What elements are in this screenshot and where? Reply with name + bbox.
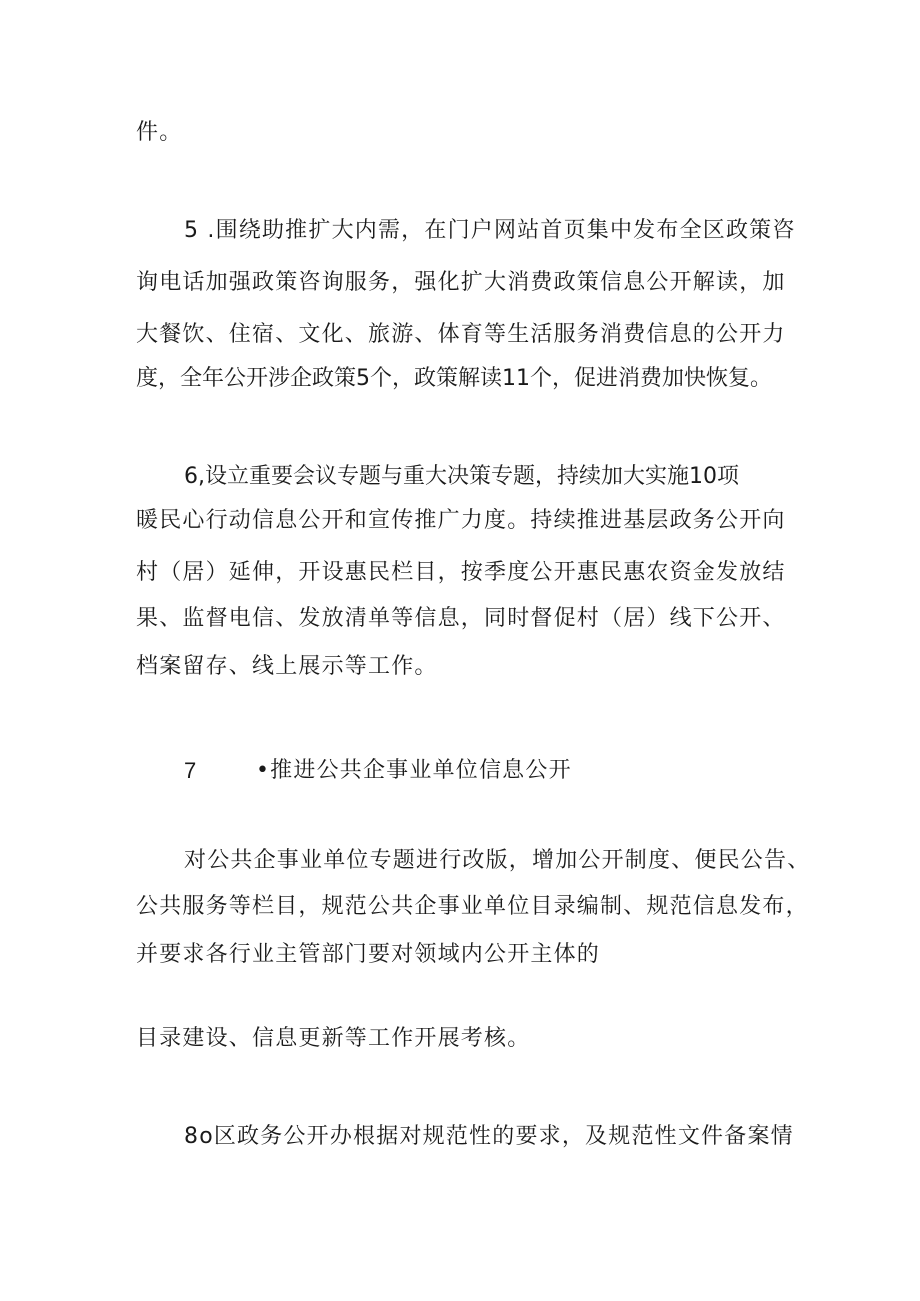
paragraph-line: 档案留存、线上展示等工作。	[136, 654, 438, 679]
paragraph-line: 件。	[136, 120, 183, 145]
paragraph-line: 公共服务等栏目，规范公共企事业单位目录编制、规范信息发布，	[136, 894, 809, 919]
section-heading: •推进公共企事业单位信息公开	[256, 758, 572, 783]
paragraph-line: 村（居）延伸，开设惠民栏目，按季度公开惠民惠农资金发放结	[136, 560, 786, 585]
paragraph-line: 大餐饮、住宿、文化、旅游、体育等生活服务消费信息的公开力	[136, 322, 786, 347]
paragraph-line: 目录建设、信息更新等工作开展考核。	[136, 1026, 531, 1051]
paragraph-line: 暖民心行动信息公开和宣传推广力度。持续推进基层政务公开向	[136, 508, 786, 533]
paragraph-line: 果、监督电信、发放清单等信息，同时督促村（居）线下公开、	[136, 606, 786, 631]
paragraph-line: 询电话加强政策咨询服务，强化扩大消费政策信息公开解读，加	[136, 270, 786, 295]
paragraph-line: 度，全年公开涉企政策5个，政策解读11个，促进消费加快恢复。	[136, 366, 772, 391]
paragraph-line: 8o区政务公开办根据对规范性的要求，及规范性文件备案情	[184, 1124, 794, 1149]
paragraph-line: 并要求各行业主管部门要对领域内公开主体的	[136, 942, 601, 967]
paragraph-line: 对公共企事业单位专题进行改版，增加公开制度、便民公告、	[184, 848, 811, 873]
paragraph-line: 6,设立重要会议专题与重大决策专题，持续加大实施10项	[184, 464, 739, 489]
paragraph-line: 5 .围绕助推扩大内需，在门户网站首页集中发布全区政策咨	[184, 218, 796, 243]
section-number: 7	[184, 758, 197, 783]
